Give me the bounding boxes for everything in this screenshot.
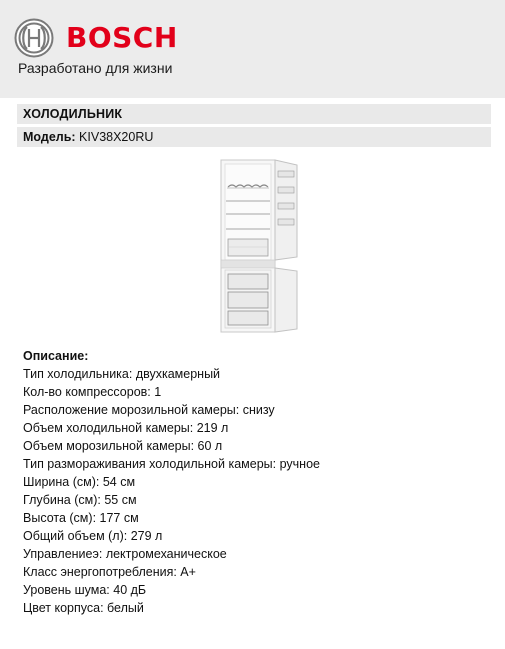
model-label: Модель:: [23, 130, 76, 144]
brand-block: [14, 18, 178, 58]
spec-row: Объем морозильной камеры: 60 л: [23, 439, 223, 453]
spec-row: Класс энергопотребления: A+: [23, 565, 196, 579]
model-bar: [17, 127, 491, 147]
spec-row: Высота (см): 177 см: [23, 511, 139, 525]
specs-list: [23, 347, 320, 617]
spec-row: Кол-во компрессоров: 1: [23, 385, 162, 399]
fridge-image: [217, 157, 301, 337]
spec-row: Ширина (см): 54 см: [23, 475, 136, 489]
spec-row: Управлениеэ: лектромеханическое: [23, 547, 227, 561]
spec-row: Глубина (см): 55 см: [23, 493, 137, 507]
spec-row: Общий объем (л): 279 л: [23, 529, 163, 543]
tagline: Разработано для жизни: [18, 60, 173, 76]
brand-name: BOSCH: [66, 21, 178, 54]
spec-row: Тип холодильника: двухкамерный: [23, 367, 221, 381]
spec-row: Уровень шума: 40 дБ: [23, 583, 147, 597]
spec-row: Цвет корпуса: белый: [23, 601, 144, 615]
bosch-logo-icon: [14, 18, 54, 58]
product-category: ХОЛОДИЛЬНИК: [23, 107, 123, 121]
spec-row: Объем холодильной камеры: 219 л: [23, 421, 229, 435]
specs-heading: Описание:: [23, 349, 89, 363]
header: [0, 0, 505, 98]
spec-row: Расположение морозильной камеры: снизу: [23, 403, 275, 417]
category-bar: [17, 104, 491, 124]
spec-row: Тип размораживания холодильной камеры: ручное: [23, 457, 320, 471]
model-value: KIV38X20RU: [79, 130, 154, 144]
